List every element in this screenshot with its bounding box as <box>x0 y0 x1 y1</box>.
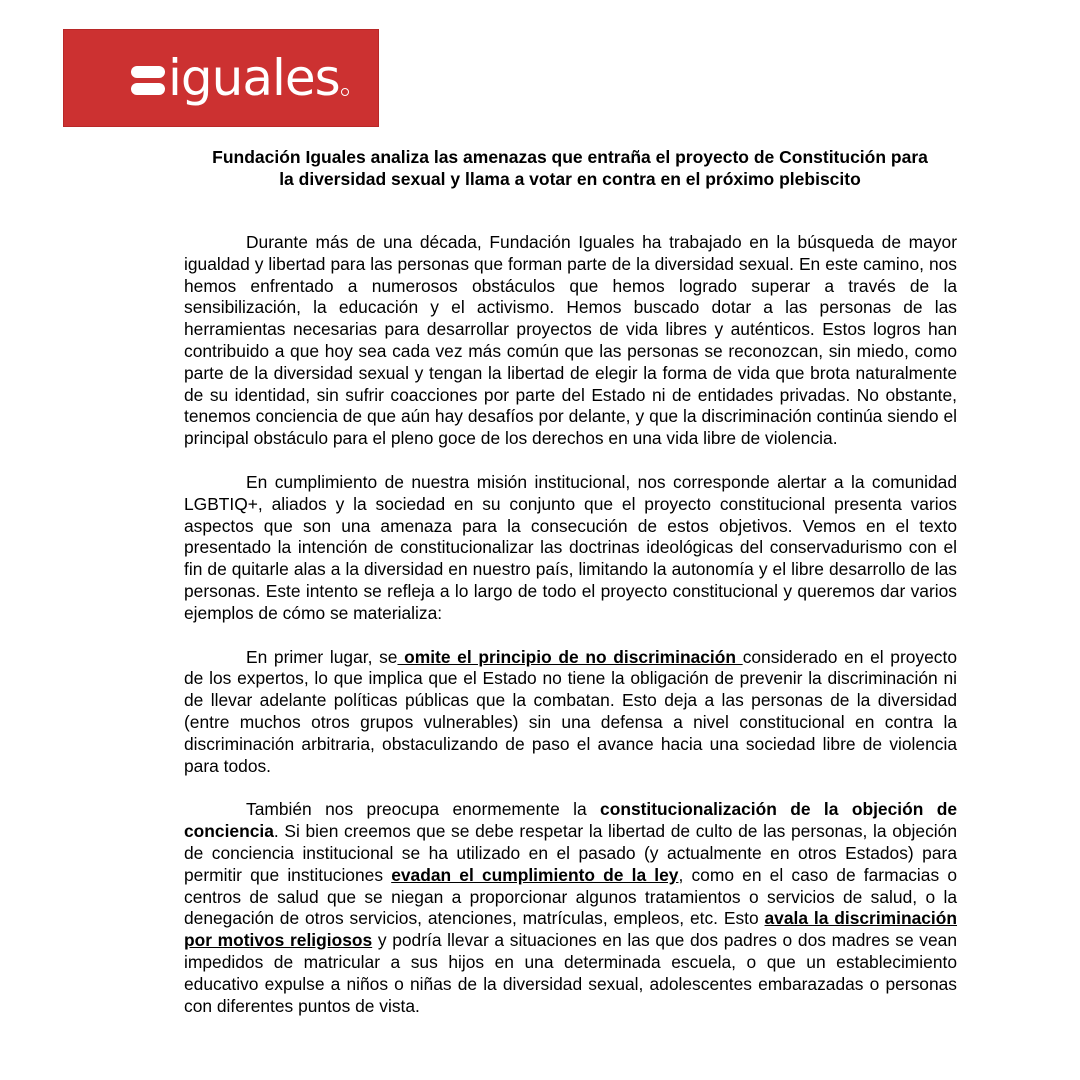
logo-graphic <box>64 30 380 128</box>
emphasis-evade-law: evadan el cumplimiento de la ley <box>391 864 679 885</box>
paragraph-conscientious-objection <box>184 799 957 1017</box>
page-title <box>160 146 980 190</box>
emphasis-omit-principle: omite el principio de no discriminación <box>397 646 743 667</box>
paragraph-text: considerado en el proyecto de los expertos, lo que implica que el Estado no tiene la obligación de prevenir la discriminación ni de llevar adelante políticas públicas que la combatan. Esto deja a las personas de la diversidad (entre muchos otros grupos vulnerables) sin una defensa a nivel constitucional en contra la discriminación arbitraria, obstaculizando de paso el avance hacia una sociedad libre de violencia para todos. <box>184 646 958 776</box>
paragraph-mission: En cumplimiento de nuestra misión institucional, nos corresponde alertar a la comunidad LGBTIQ+, aliados y la sociedad en su conjunto que el proyecto constitucional presenta varios aspectos que son una amenaza para la consecución de estos objetivos. Vemos en el texto presentado la intención de constitucionalizar las doctrinas ideológicas del conservadurismo con el fin de quitarle alas a la diversidad en nuestro país, limitando la autonomía y el libre desarrollo de las personas. Este intento se refleja a lo largo de todo el proyecto constitucional y queremos dar varios ejemplos de cómo se materializa: <box>184 471 957 623</box>
iguales-logo <box>63 29 379 127</box>
logo-wordmark: iguales <box>168 49 340 107</box>
title-line-2: la diversidad sexual y llama a votar en contra en el próximo plebiscito <box>279 169 861 189</box>
paragraph-text: , como en el caso de farmacias o centros de salud que se niegan a proporcionar algunos tratamientos o servicios de salud, o la denegación de otros servicios, atenciones, matrículas, empleos, etc. Esto <box>184 864 958 929</box>
emphasis-religious-discrimination: avala la discriminación por motivos religiosos <box>184 908 957 951</box>
paragraph-intro: Durante más de una década, Fundación Iguales ha trabajado en la búsqueda de mayor igualdad y libertad para las personas que forman parte de la diversidad sexual. En este camino, nos hemos enfrentado a numerosos obstáculos que hemos logrado superar a través de la sensibilización, la educación y el activismo. Hemos buscado dotar a las personas de las herramientas necesarias para desarrollar proyectos de vida libres y auténticos. Estos logros han contribuido a que hoy sea cada vez más común que las personas se reconozcan, sin miedo, como parte de la diversidad sexual y tengan la libertad de elegir la forma de vida que brota naturalmente de su identidad, sin sufrir coacciones por parte del Estado ni de entidades privadas. No obstante, tenemos conciencia de que aún hay desafíos por delante, y que la discriminación continúa siendo el principal obstáculo para el pleno goce de los derechos en una vida libre de violencia. <box>184 232 957 449</box>
title-line-1: Fundación Iguales analiza las amenazas que entraña el proyecto de Constitución para <box>212 147 928 167</box>
stacked-bars-icon <box>131 66 165 95</box>
paragraph-text: . Si bien creemos que se debe respetar la libertad de culto de las personas, la objeción de conciencia institucional se ha utilizado en el pasado (y actualmente en otros Estados) para permitir que instituciones <box>184 821 957 885</box>
paragraph-text: En primer lugar, se <box>246 646 398 667</box>
document-body <box>184 232 957 1017</box>
registered-mark-icon <box>342 89 349 96</box>
paragraph-non-discrimination <box>184 647 957 778</box>
emphasis-constitutionalization: constitucionalización de la objeción de conciencia <box>184 799 958 842</box>
paragraph-text: También nos preocupa enormemente la <box>246 799 601 820</box>
paragraph-text: y podría llevar a situaciones en las que dos padres o dos madres se vean impedidos de matricular a sus hijos en una determinada escuela, o que un establecimiento educativo expulse a niños o niñas de la diversidad sexual, adolescentes embarazadas o personas con diferentes puntos de vista. <box>184 930 957 1016</box>
